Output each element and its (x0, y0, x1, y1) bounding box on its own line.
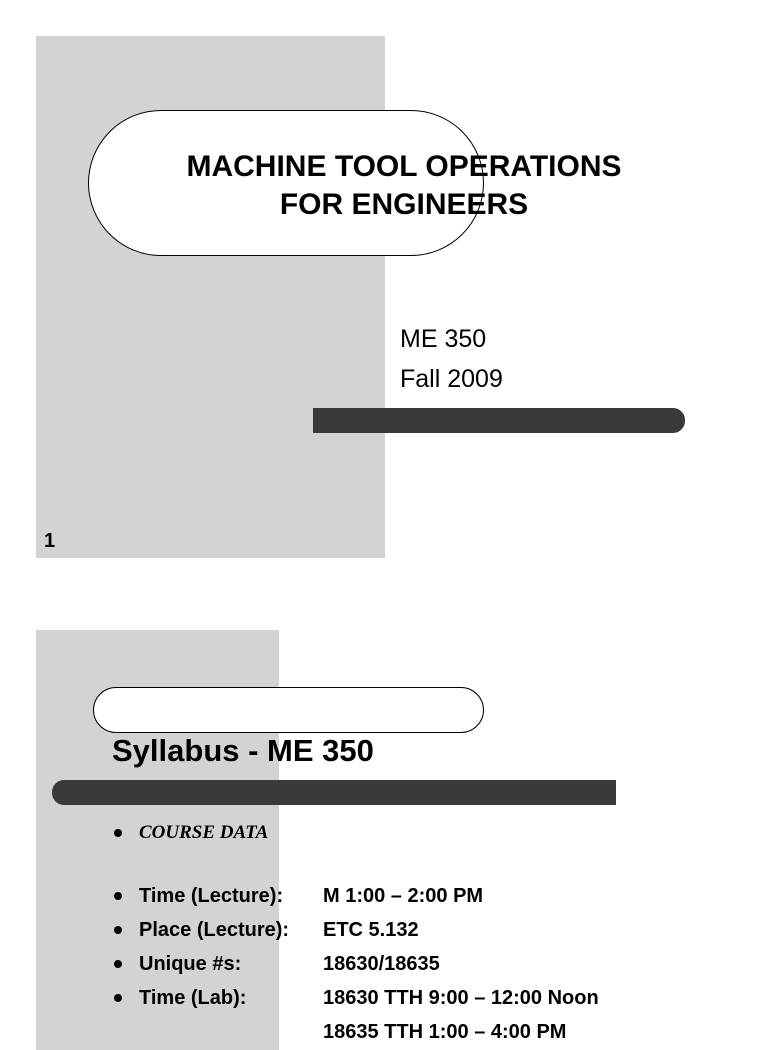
bullet-value: M 1:00 – 2:00 PM (323, 885, 484, 907)
slide-heading: Syllabus - ME 350 (112, 733, 374, 768)
slide-title (110, 148, 698, 224)
slide-2 (0, 590, 768, 1043)
bullet-time-lab (112, 981, 599, 1015)
bullet-label: Place (Lecture): (139, 919, 290, 941)
title-line-1: MACHINE TOOL OPERATIONS (186, 150, 622, 183)
syllabus-bullet-list (112, 816, 599, 1049)
slide-number: 1 (44, 530, 56, 552)
bullet-course-data (112, 816, 599, 850)
title-line-2: FOR ENGINEERS (279, 188, 529, 221)
decorative-bar (313, 408, 685, 433)
bullet-unique-numbers (112, 947, 599, 981)
bullet-value: 18630 TTH 9:00 – 12:00 Noon (323, 987, 599, 1009)
title-pill-shape (93, 687, 484, 733)
bullet-label: Time (Lecture): (139, 885, 284, 907)
decorative-bar (52, 780, 616, 805)
course-code: ME 350 (400, 325, 487, 353)
bullet-place-lecture (112, 913, 599, 947)
bullet-value: 18635 TTH 1:00 – 4:00 PM (323, 1021, 567, 1043)
bullet-value: 18630/18635 (323, 953, 440, 975)
bullet-time-lab-continued (112, 1015, 599, 1049)
course-term: Fall 2009 (400, 365, 503, 393)
bullet-value: ETC 5.132 (323, 919, 419, 941)
bullet-label: Unique #s: (139, 953, 242, 975)
bullet-label: Time (Lab): (139, 987, 247, 1009)
bullet-time-lecture (112, 879, 599, 913)
bullet-label: COURSE DATA (139, 822, 269, 843)
